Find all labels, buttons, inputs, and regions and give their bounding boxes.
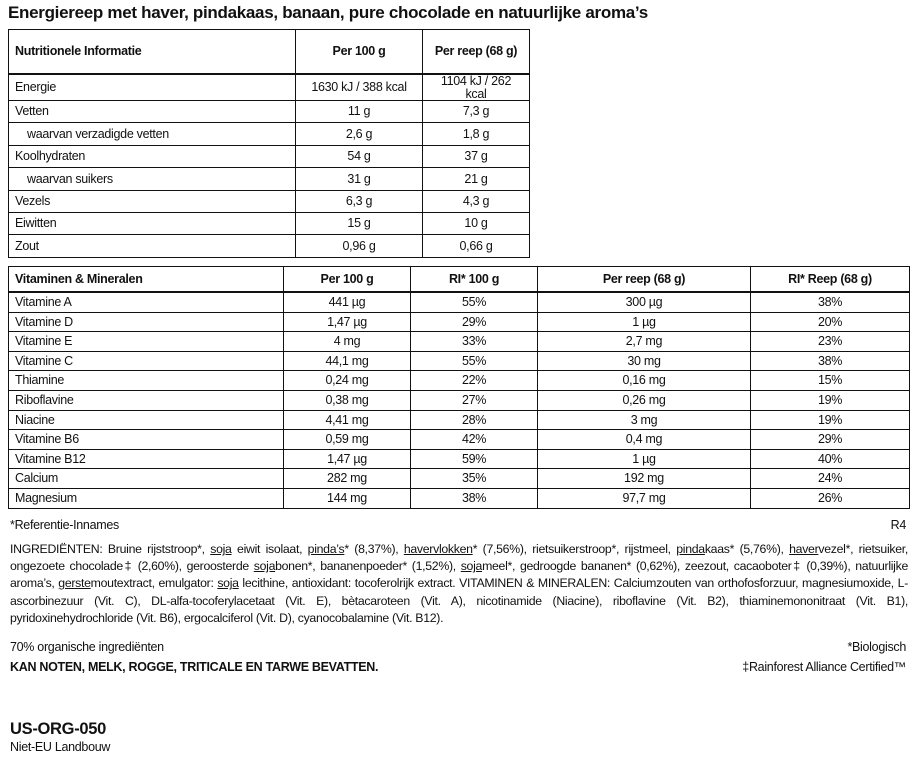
vitamin-label: Vitamine B12	[9, 449, 284, 469]
vitamins-row	[9, 430, 910, 450]
nutrition-value-perbar: 4,3 g	[423, 190, 530, 212]
nutrition-row	[9, 101, 530, 123]
vitamin-value-perbar: 97,7 mg	[538, 488, 751, 508]
rainforest-note: ‡Rainforest Alliance Certified™	[742, 660, 906, 674]
nutrition-value-perbar: 1104 kJ / 262 kcal	[423, 74, 530, 101]
allergen-highlight: pinda	[676, 542, 705, 556]
ingredients-text	[10, 541, 908, 627]
nutrition-label: Zout	[9, 235, 296, 257]
vitamin-value-perbar: 300 µg	[538, 292, 751, 312]
allergen-highlight: havervlokken	[403, 542, 473, 556]
vitamin-value-per100: 144 mg	[284, 488, 411, 508]
nutrition-label: Vezels	[9, 190, 296, 212]
nutrition-row	[9, 212, 530, 234]
vitamin-label: Vitamine B6	[9, 430, 284, 450]
vitamin-label: Thiamine	[9, 371, 284, 391]
vitamins-row	[9, 469, 910, 489]
organic-certification-code: US-ORG-050	[10, 720, 107, 738]
vitamin-value-per100: 282 mg	[284, 469, 411, 489]
ingredients-segment: eiwit isolaat,	[231, 542, 308, 556]
nutrition-header-row	[9, 30, 530, 75]
nutrition-value-per100: 15 g	[296, 212, 423, 234]
vitamins-header-label: Vitaminen & Mineralen	[9, 267, 284, 293]
vitamin-ri-per100: 55%	[411, 292, 538, 312]
nutrition-header-per100: Per 100 g	[296, 30, 423, 75]
vitamin-value-per100: 0,24 mg	[284, 371, 411, 391]
vitamin-value-perbar: 1 µg	[538, 449, 751, 469]
vitamin-ri-perbar: 38%	[751, 292, 910, 312]
vitamin-ri-perbar: 19%	[751, 410, 910, 430]
vitamin-value-per100: 441 µg	[284, 292, 411, 312]
nutrition-row	[9, 145, 530, 167]
vitamin-label: Niacine	[9, 410, 284, 430]
nutrition-value-perbar: 10 g	[423, 212, 530, 234]
vitamin-ri-per100: 38%	[411, 488, 538, 508]
allergen-highlight: haver	[789, 542, 819, 556]
allergen-highlight: soja	[217, 576, 239, 591]
ingredients-segment: INGREDIËNTEN: Bruine rijststroop*,	[10, 542, 211, 556]
ingredients-segment: meel*, gedroogde bananen* (0,62%), zeezout, cacaoboter‡ (0,39%), natuurlijke aroma’s,	[10, 559, 909, 591]
vitamin-value-perbar: 0,4 mg	[538, 430, 751, 450]
vitamin-value-per100: 1,47 µg	[284, 449, 411, 469]
vitamin-ri-per100: 28%	[411, 410, 538, 430]
nutrition-value-per100: 0,96 g	[296, 235, 423, 257]
vitamin-value-per100: 44,1 mg	[284, 351, 411, 371]
allergen-highlight: soja	[253, 559, 276, 574]
vitamin-value-per100: 0,59 mg	[284, 430, 411, 450]
ingredients-segment: bonen*, bananenpoeder* (1,52%),	[275, 559, 461, 574]
vitamin-ri-per100: 42%	[411, 430, 538, 450]
vitamin-ri-perbar: 38%	[751, 351, 910, 371]
ingredients-segment: vezel*, rietsuiker, ongezoete chocolade‡ (2,60%), geroosterde	[10, 542, 908, 574]
vitamin-value-per100: 1,47 µg	[284, 312, 411, 332]
ingredients-segment: lecithine, antioxidant: tocoferolrijk extract. VITAMINEN & MINERALEN: Calciumzouten van orthofosforzuur, magnesiumoxide, L-ascorbinezuur (Vit. C), DL-alfa-tocoferylacetaat (Vit. E), bètacaroteen (Vit. A), nicotinamide (Niacine), riboflavine (Vit. B2), thiaminemononitraat (Vit. B1), pyridoxinehydrochloride (Vit. B6), ergocalciferol (Vit. D), cyanocobalamine (Vit. B12).	[10, 576, 908, 625]
vitamin-ri-per100: 22%	[411, 371, 538, 391]
nutrition-value-perbar: 1,8 g	[423, 123, 530, 145]
nutrition-table-body	[9, 30, 530, 258]
vitamin-value-perbar: 30 mg	[538, 351, 751, 371]
vitamin-label: Calcium	[9, 469, 284, 489]
nutrition-value-per100: 31 g	[296, 168, 423, 190]
nutrition-table	[8, 29, 530, 258]
vitamins-header-per100: Per 100 g	[284, 267, 411, 293]
vitamin-ri-per100: 35%	[411, 469, 538, 489]
ingredients-segment: * (8,37%),	[344, 542, 404, 556]
vitamin-label: Riboflavine	[9, 390, 284, 410]
organic-percentage: 70% organische ingrediënten	[10, 640, 164, 654]
vitamin-ri-per100: 27%	[411, 390, 538, 410]
nutrition-value-per100: 2,6 g	[296, 123, 423, 145]
vitamin-label: Magnesium	[9, 488, 284, 508]
vitamin-value-per100: 4 mg	[284, 332, 411, 352]
vitamin-ri-per100: 29%	[411, 312, 538, 332]
vitamin-ri-per100: 33%	[411, 332, 538, 352]
vitamins-header-perbar: Per reep (68 g)	[538, 267, 751, 293]
nutrition-row	[9, 123, 530, 145]
ingredients-segment: moutextract, emulgator:	[90, 576, 218, 591]
nutrition-row	[9, 190, 530, 212]
vitamin-value-perbar: 0,26 mg	[538, 390, 751, 410]
vitamin-value-perbar: 192 mg	[538, 469, 751, 489]
nutrition-value-per100: 54 g	[296, 145, 423, 167]
nutrition-label: Energie	[9, 74, 296, 101]
allergen-highlight: soja	[210, 542, 232, 556]
ingredients-segment: * (7,56%), rietsuikerstroop*, rijstmeel,	[472, 542, 677, 556]
allergen-highlight: soja	[460, 559, 483, 574]
vitamins-table	[8, 266, 910, 509]
vitamins-row	[9, 410, 910, 430]
nutrition-label: Vetten	[9, 101, 296, 123]
vitamin-ri-perbar: 29%	[751, 430, 910, 450]
vitamin-label: Vitamine C	[9, 351, 284, 371]
allergen-warning: KAN NOTEN, MELK, ROGGE, TRITICALE EN TARWE BEVATTEN.	[10, 660, 379, 674]
version-code: R4	[890, 518, 906, 532]
vitamins-row	[9, 351, 910, 371]
vitamin-label: Vitamine E	[9, 332, 284, 352]
vitamin-ri-perbar: 23%	[751, 332, 910, 352]
vitamin-ri-per100: 55%	[411, 351, 538, 371]
nutrition-header-perbar: Per reep (68 g)	[423, 30, 530, 75]
nutrition-row	[9, 235, 530, 257]
vitamins-row	[9, 312, 910, 332]
vitamin-value-per100: 4,41 mg	[284, 410, 411, 430]
vitamin-value-perbar: 1 µg	[538, 312, 751, 332]
vitamins-row	[9, 488, 910, 508]
agriculture-origin: Niet-EU Landbouw	[10, 740, 111, 754]
vitamin-label: Vitamine D	[9, 312, 284, 332]
vitamin-ri-perbar: 15%	[751, 371, 910, 391]
vitamin-label: Vitamine A	[9, 292, 284, 312]
vitamin-value-perbar: 3 mg	[538, 410, 751, 430]
vitamins-row	[9, 449, 910, 469]
vitamin-ri-perbar: 20%	[751, 312, 910, 332]
vitamins-row	[9, 292, 910, 312]
nutrition-value-perbar: 0,66 g	[423, 235, 530, 257]
nutrition-label: Koolhydraten	[9, 145, 296, 167]
vitamins-header-row	[9, 267, 910, 293]
nutrition-header-label: Nutritionele Informatie	[9, 30, 296, 75]
reference-intake-note: *Referentie-Innames	[10, 518, 119, 532]
nutrition-row	[9, 168, 530, 190]
vitamins-table-body	[9, 267, 910, 509]
product-title: Energiereep met haver, pindakaas, banaan, pure chocolade en natuurlijke aroma’s	[8, 3, 648, 22]
nutrition-value-perbar: 37 g	[423, 145, 530, 167]
ingredients-segment: kaas* (5,76%),	[704, 542, 790, 556]
nutrition-row	[9, 74, 530, 101]
vitamins-header-ri100: RI* 100 g	[411, 267, 538, 293]
vitamin-value-perbar: 0,16 mg	[538, 371, 751, 391]
allergen-highlight: gerste	[58, 576, 91, 591]
nutrition-label: waarvan verzadigde vetten	[9, 123, 296, 145]
vitamin-ri-perbar: 26%	[751, 488, 910, 508]
vitamin-ri-perbar: 19%	[751, 390, 910, 410]
allergen-highlight: pinda’s	[307, 542, 345, 556]
vitamins-row	[9, 390, 910, 410]
biologisch-note: *Biologisch	[847, 640, 906, 654]
nutrition-value-per100: 11 g	[296, 101, 423, 123]
vitamins-row	[9, 332, 910, 352]
nutrition-value-per100: 6,3 g	[296, 190, 423, 212]
vitamin-ri-perbar: 24%	[751, 469, 910, 489]
vitamins-header-ribar: RI* Reep (68 g)	[751, 267, 910, 293]
nutrition-label: Eiwitten	[9, 212, 296, 234]
vitamin-ri-per100: 59%	[411, 449, 538, 469]
vitamins-row	[9, 371, 910, 391]
vitamin-ri-perbar: 40%	[751, 449, 910, 469]
nutrition-label: waarvan suikers	[9, 168, 296, 190]
nutrition-value-per100: 1630 kJ / 388 kcal	[296, 74, 423, 101]
nutrition-value-perbar: 7,3 g	[423, 101, 530, 123]
nutrition-value-perbar: 21 g	[423, 168, 530, 190]
vitamin-value-perbar: 2,7 mg	[538, 332, 751, 352]
vitamin-value-per100: 0,38 mg	[284, 390, 411, 410]
